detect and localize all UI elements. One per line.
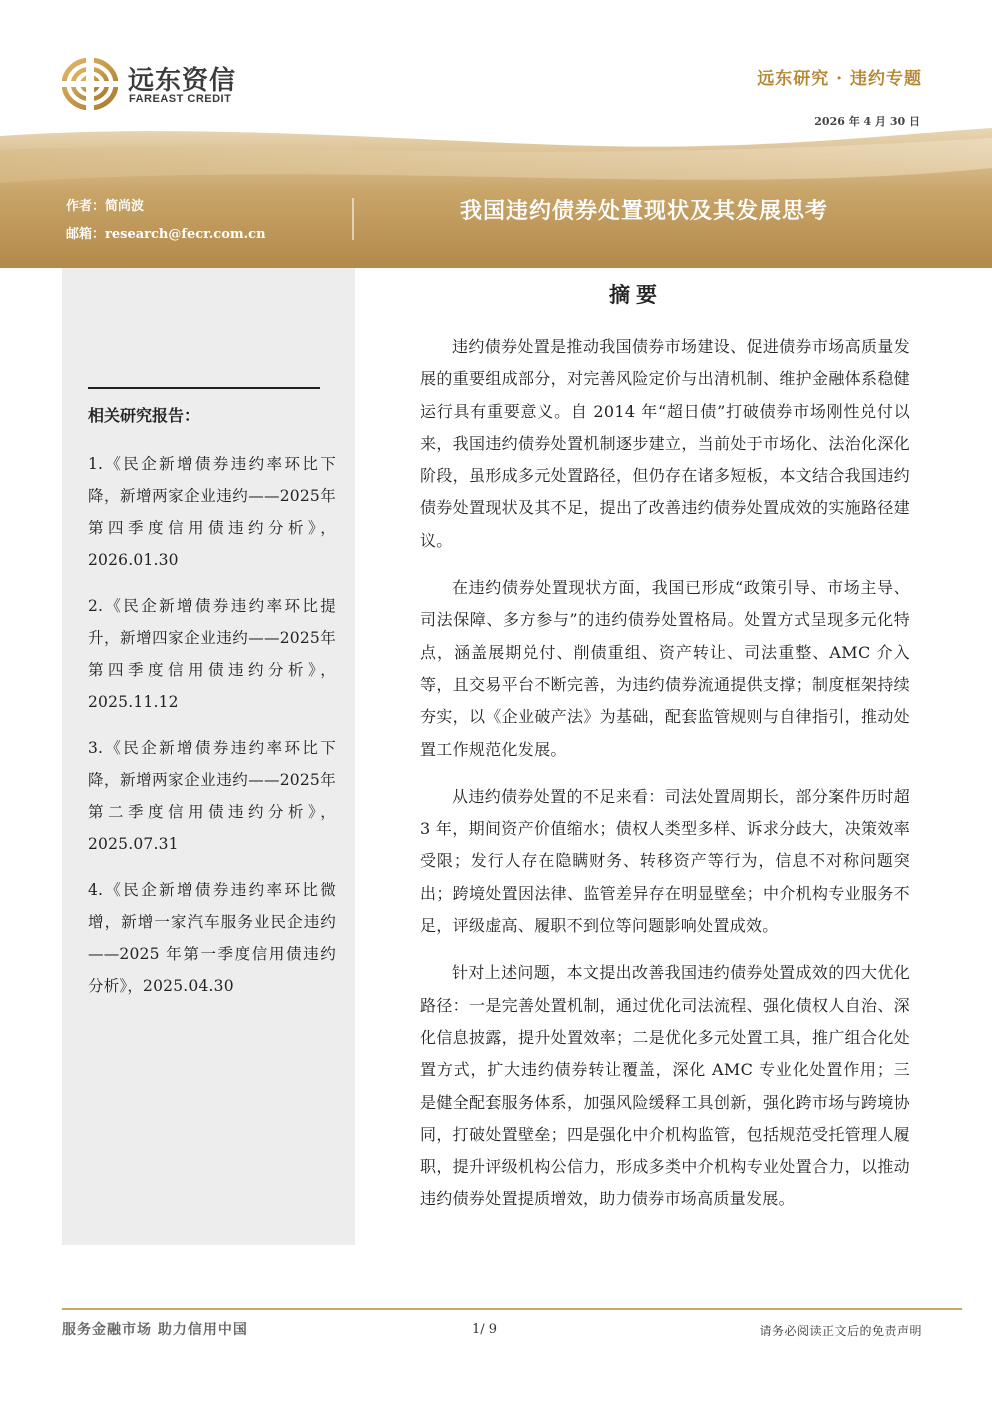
logo-chinese-name: 远东资信 (128, 66, 237, 96)
sidebar-divider (88, 387, 320, 389)
related-reports-heading: 相关研究报告： (88, 406, 201, 425)
abstract-paragraph: 在违约债券处置现状方面，我国已形成“政策引导、市场主导、司法保障、多方参与”的违约债券处置格局。处置方式呈现多元化特点，涵盖展期兑付、削债重组、资产转让、司法重整、AMC 介入等，且交易平台不断完善，为违约债券流通提供支撑；制度框架持续夯实，以《企业破产法》为基础，配套监管规则与自律指引，推动处置工作规范化发展。 (420, 578, 910, 759)
related-report-item[interactable]: 1.《民企新增债券违约率环比下降，新增两家企业违约——2025年第四季度信用债违约分析》，2026.01.30 (88, 455, 336, 569)
related-report-item[interactable]: 2.《民企新增债券违约率环比提升，新增四家企业违约——2025年第四季度信用债违约分析》，2025.11.12 (88, 597, 336, 711)
report-title: 我国违约债券处置现状及其发展思考 (459, 198, 828, 224)
related-reports-list (88, 448, 336, 1016)
abstract-paragraph: 从违约债券处置的不足来看：司法处置周期长，部分案件历时超 3 年，期间资产价值缩水；债权人类型多样、诉求分歧大，决策效率受限；发行人存在隐瞒财务、转移资产等行为，信息不对称问题突出；跨境处置因法律、监管差异存在明显壁垒；中介机构专业服务不足，评级虚高、履职不到位等问题影响处置成效。 (420, 786, 910, 936)
author-name: 作者：简尚波 (66, 199, 145, 214)
related-report-item[interactable]: 4.《民企新增债券违约率环比微增，新增一家汽车服务业民企违约——2025 年第一季度信用债违约分析》，2025.04.30 (88, 881, 336, 995)
logo-swirl-icon (62, 58, 118, 110)
abstract-body (420, 331, 910, 1231)
logo-english-name: FAREAST CREDIT (129, 93, 232, 105)
footer-divider (62, 1308, 962, 1310)
abstract-paragraph: 违约债券处置是推动我国债券市场建设、促进债券市场高质量发展的重要组成部分，对完善风险定价与出清机制、维护金融体系稳健运行具有重要意义。自 2014 年“超日债”打破债券市场刚性兑付以来，我国违约债券处置机制逐步建立，当前处于市场化、法治化深化阶段，虽形成多元处置路径，但仍存在诸多短板，本文结合我国违约债券处置现状及其不足，提出了改善违约债券处置成效的实施路径建议。 (420, 337, 910, 550)
abstract-paragraph: 针对上述问题，本文提出改善我国违约债券处置成效的四大优化路径：一是完善处置机制，通过优化司法流程、强化债权人自治、深化信息披露，提升处置效率；二是优化多元处置工具，推广组合化处置方式，扩大违约债券转让覆盖，深化 AMC 专业化处置作用；三是健全配套服务体系，加强风险缓释工具创新，强化跨市场与跨境协同，打破处置壁垒；四是强化中介机构监管，包括规范受托管理人履职，提升评级机构公信力，形成多类中介机构专业处置合力，以推动违约债券处置提质增效，助力债券市场高质量发展。 (420, 963, 910, 1209)
report-series: 远东研究 · 违约专题 (757, 69, 922, 89)
fareast-logo (62, 58, 262, 110)
abstract-title: 摘要 (609, 282, 663, 307)
related-report-item[interactable]: 3.《民企新增债券违约率环比下降，新增两家企业违约——2025年第二季度信用债违约分析》，2025.07.31 (88, 739, 336, 853)
footer-disclaimer: 请务必阅读正文后的免责声明 (759, 1324, 922, 1338)
footer-slogan: 服务金融市场 助力信用中国 (62, 1322, 248, 1338)
page-number: 1/ 9 (472, 1322, 498, 1337)
banner-divider (352, 198, 354, 240)
author-email[interactable]: 邮箱：research@fecr.com.cn (66, 227, 266, 242)
report-date: 2026 年 4 月 30 日 (814, 115, 920, 128)
